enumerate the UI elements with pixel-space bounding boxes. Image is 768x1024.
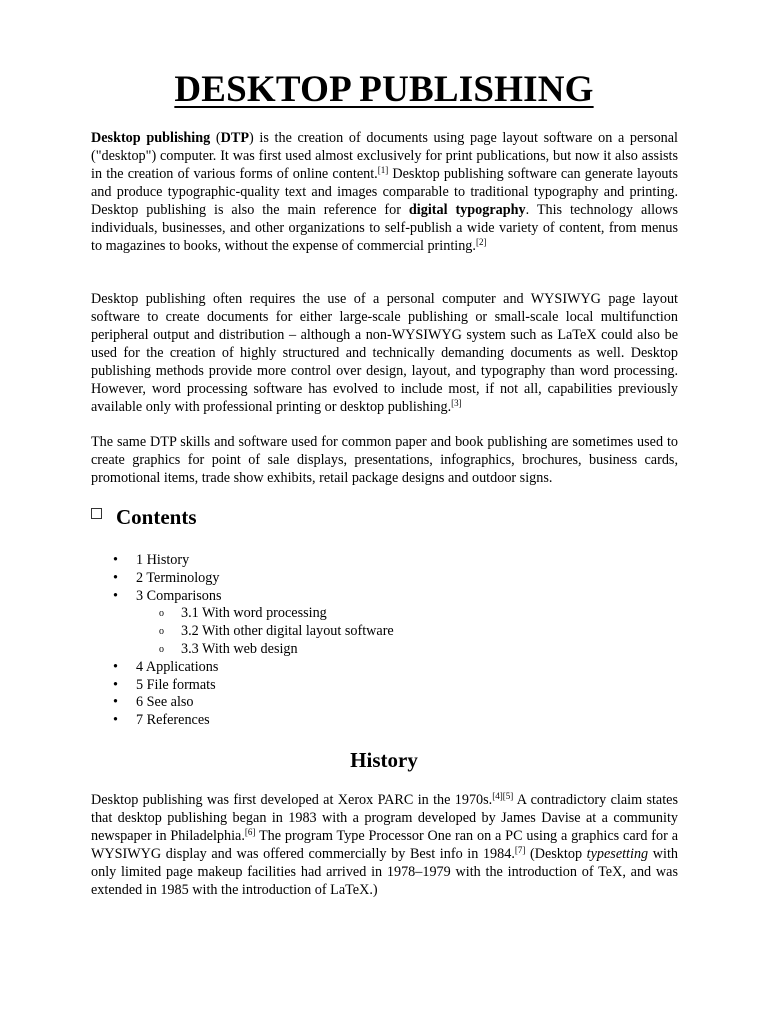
history-text-4: (Desktop xyxy=(525,846,587,862)
bullet-icon: • xyxy=(113,658,118,675)
history-text-2: A contradictory claim states that desktop publishing began in 1983 with a program developed by James Davise at a community newspaper in Philadelphia. xyxy=(91,792,678,844)
toc-item[interactable] xyxy=(113,694,394,712)
history-text-5: with only limited page makeup facilities had arrived in 1978–1979 with the introduction of TeX, and was extended in 1985 with the introduction of LaTeX.) xyxy=(91,846,678,898)
sub-bullet-icon: o xyxy=(159,643,164,655)
intro-text-2: Desktop publishing software can generate layouts and produce typographic-quality text and images comparable to traditional typography and printing. Desktop publishing is also the main reference for xyxy=(91,166,678,218)
history-text-3: The program Type Processor One ran on a PC using a graphics card for a WYSIWYG display and was offered commercially by Best info in 1984. xyxy=(91,828,678,862)
bullet-icon: • xyxy=(113,712,118,729)
toc-subitem[interactable] xyxy=(113,623,394,641)
bullet-icon: • xyxy=(113,587,118,604)
history-heading: History xyxy=(350,748,418,772)
history-italic-term: typesetting xyxy=(586,846,649,862)
paragraph-text: Desktop publishing often requires the use of a personal computer and WYSIWYG page layout software to create documents for either large-scale publishing or small-scale local multifunction peripheral output and distribution – although a non-WYSIWYG system such as LaTeX could also be used for the creation of highly structured and technically demanding documents as well. Desktop publishing methods provide more control over design, layout, and typography than word processing. However, word processing software has evolved to include most, if not all, capabilities previously available only with professional printing or desktop publishing. xyxy=(91,291,678,415)
citation-link[interactable]: [1] xyxy=(377,165,389,175)
intro-text-1: ) is the creation of documents using page layout software on a personal ("desktop") computer. It was first used almost exclusively for print publications, but now it also assists in the creation of various forms of online content. xyxy=(91,130,678,182)
bullet-icon: • xyxy=(113,552,118,568)
toc-item-label: 5 File formats xyxy=(136,676,216,693)
toc-item-label: 3 Comparisons xyxy=(136,587,222,604)
toc-item[interactable] xyxy=(113,552,394,570)
toc-item-label: 7 References xyxy=(136,712,210,729)
intro-term: Desktop publishing xyxy=(91,130,211,146)
sub-bullet-icon: o xyxy=(159,608,164,620)
citation-link[interactable]: [2] xyxy=(475,237,487,247)
intro-bold-term: digital typography xyxy=(408,202,526,218)
contents-header xyxy=(91,505,197,530)
toc-item-label: 3.1 With word processing xyxy=(181,605,327,622)
toc-item[interactable] xyxy=(113,712,394,730)
toc-item-label: 6 See also xyxy=(136,694,194,711)
toc-subitem[interactable] xyxy=(113,641,394,659)
intro-paragraph xyxy=(91,129,678,255)
page-title: DESKTOP PUBLISHING xyxy=(174,69,594,110)
toc-item-label: 3.2 With other digital layout software xyxy=(181,623,394,640)
contents-toggle-checkbox[interactable] xyxy=(91,508,102,519)
toc-item[interactable] xyxy=(113,570,394,588)
toc-subitem[interactable] xyxy=(113,605,394,623)
sub-bullet-icon: o xyxy=(159,626,164,638)
citation-link[interactable]: [4][5] xyxy=(492,791,514,801)
history-text-1: Desktop publishing was first developed at Xerox PARC in the 1970s. xyxy=(91,792,493,808)
toc-item-label: 2 Terminology xyxy=(136,569,220,586)
body-paragraph xyxy=(91,290,678,416)
citation-link[interactable]: [6] xyxy=(244,827,256,837)
toc-item[interactable] xyxy=(113,659,394,677)
citation-link[interactable]: [3] xyxy=(451,398,462,408)
toc-item-label: 4 Applications xyxy=(136,658,219,675)
citation-link[interactable]: [7] xyxy=(514,845,526,855)
table-of-contents xyxy=(113,552,394,730)
intro-abbr-open: ( xyxy=(210,130,221,146)
toc-item-label: 1 History xyxy=(136,552,190,568)
body-paragraph xyxy=(91,433,678,487)
intro-abbr: DTP xyxy=(220,130,250,146)
intro-text-3: . This technology allows individuals, businesses, and other organizations to self-publish a wide variety of content, from menus to magazines to books, without the expense of commercial printing. xyxy=(91,202,678,254)
bullet-icon: • xyxy=(113,569,118,586)
bullet-icon: • xyxy=(113,676,118,693)
toc-item[interactable] xyxy=(113,588,394,606)
contents-heading: Contents xyxy=(116,505,197,529)
bullet-icon: • xyxy=(113,694,118,711)
paragraph-text: The same DTP skills and software used for common paper and book publishing are sometimes used to create graphics for point of sale displays, presentations, infographics, brochures, business cards, promotional items, trade show exhibits, retail package designs and outdoor signs. xyxy=(91,434,678,486)
history-paragraph xyxy=(91,791,678,899)
toc-item[interactable] xyxy=(113,677,394,695)
toc-item-label: 3.3 With web design xyxy=(181,640,298,657)
